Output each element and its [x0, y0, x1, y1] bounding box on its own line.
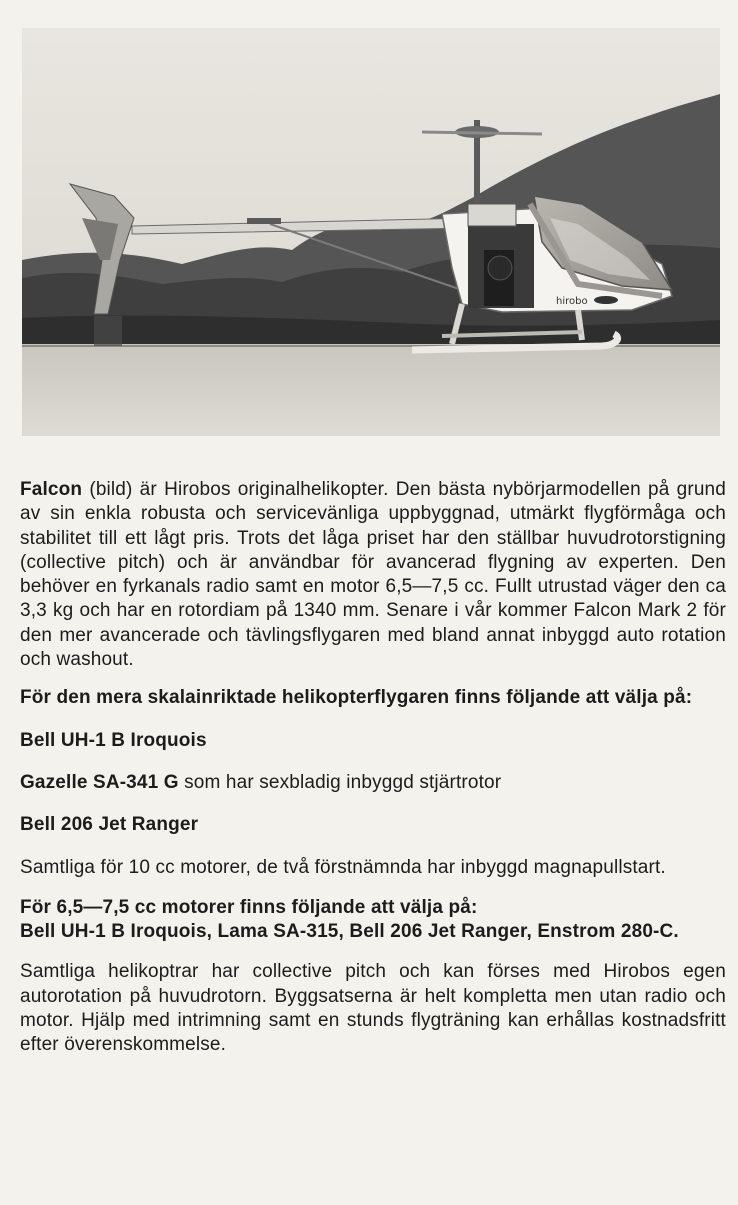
intro-description: (bild) är Hirobos originalhelikopter. Den bästa nybörjarmodellen på grund av sin enkla robusta och servicevänliga uppbyggnad, utmärkt flygförmåga och stabilitet till ett lågt pris. Trots det låga priset har den ställbar huvudrotorstigning (collective pitch) och är användbar för avancerad flygning av experten. Den behöver en fyrkanals radio samt en motor 6,5—7,5 cc. Fullt utrustad väger den ca 3,3 kg och har en rotordiam på 1340 mm. Senare i vår kommer Falcon Mark 2 för den mer avancerade och tävlingsflygaren med bland annat inbyggd auto rotation och washout.	[20, 479, 726, 671]
fuselage-brand-text: hirobo	[556, 296, 588, 307]
small-engine-heading: För 6,5—7,5 cc motorer finns följande att välja på:	[20, 896, 478, 918]
model-gazelle	[20, 771, 726, 795]
helicopter-photo-drawing	[22, 28, 720, 436]
model-bell-206: Bell 206 Jet Ranger	[20, 814, 199, 836]
model-bell-uh1b: Bell UH-1 B Iroquois	[20, 729, 207, 751]
scale-heading: För den mera skalainriktade helikopterflygaren finns följande att välja på:	[20, 687, 693, 709]
small-engine-models: Bell UH-1 B Iroquois, Lama SA-315, Bell 206 Jet Ranger, Enstrom 280-C.	[20, 921, 679, 943]
ten-cc-paragraph: Samtliga för 10 cc motorer, de två förstnämnda har inbyggd magnapullstart.	[20, 856, 666, 878]
closing-paragraph: Samtliga helikoptrar har collective pitch och kan förses med Hirobos egen autorotation på huvudrotorn. Byggsatserna är helt kompletta men utan radio och motor. Hjälp med intrimning samt en stunds flygträning kan erhållas kostnadsfritt efter överenskommelse.	[20, 961, 726, 1056]
article-text	[20, 478, 726, 1058]
model-gazelle-name: Gazelle SA-341 G	[20, 771, 179, 793]
helicopter-photo	[22, 28, 720, 436]
intro-model-name: Falcon	[20, 479, 83, 500]
intro-paragraph	[20, 478, 726, 672]
model-gazelle-desc: som har sexbladig inbyggd stjärtrotor	[184, 771, 502, 793]
